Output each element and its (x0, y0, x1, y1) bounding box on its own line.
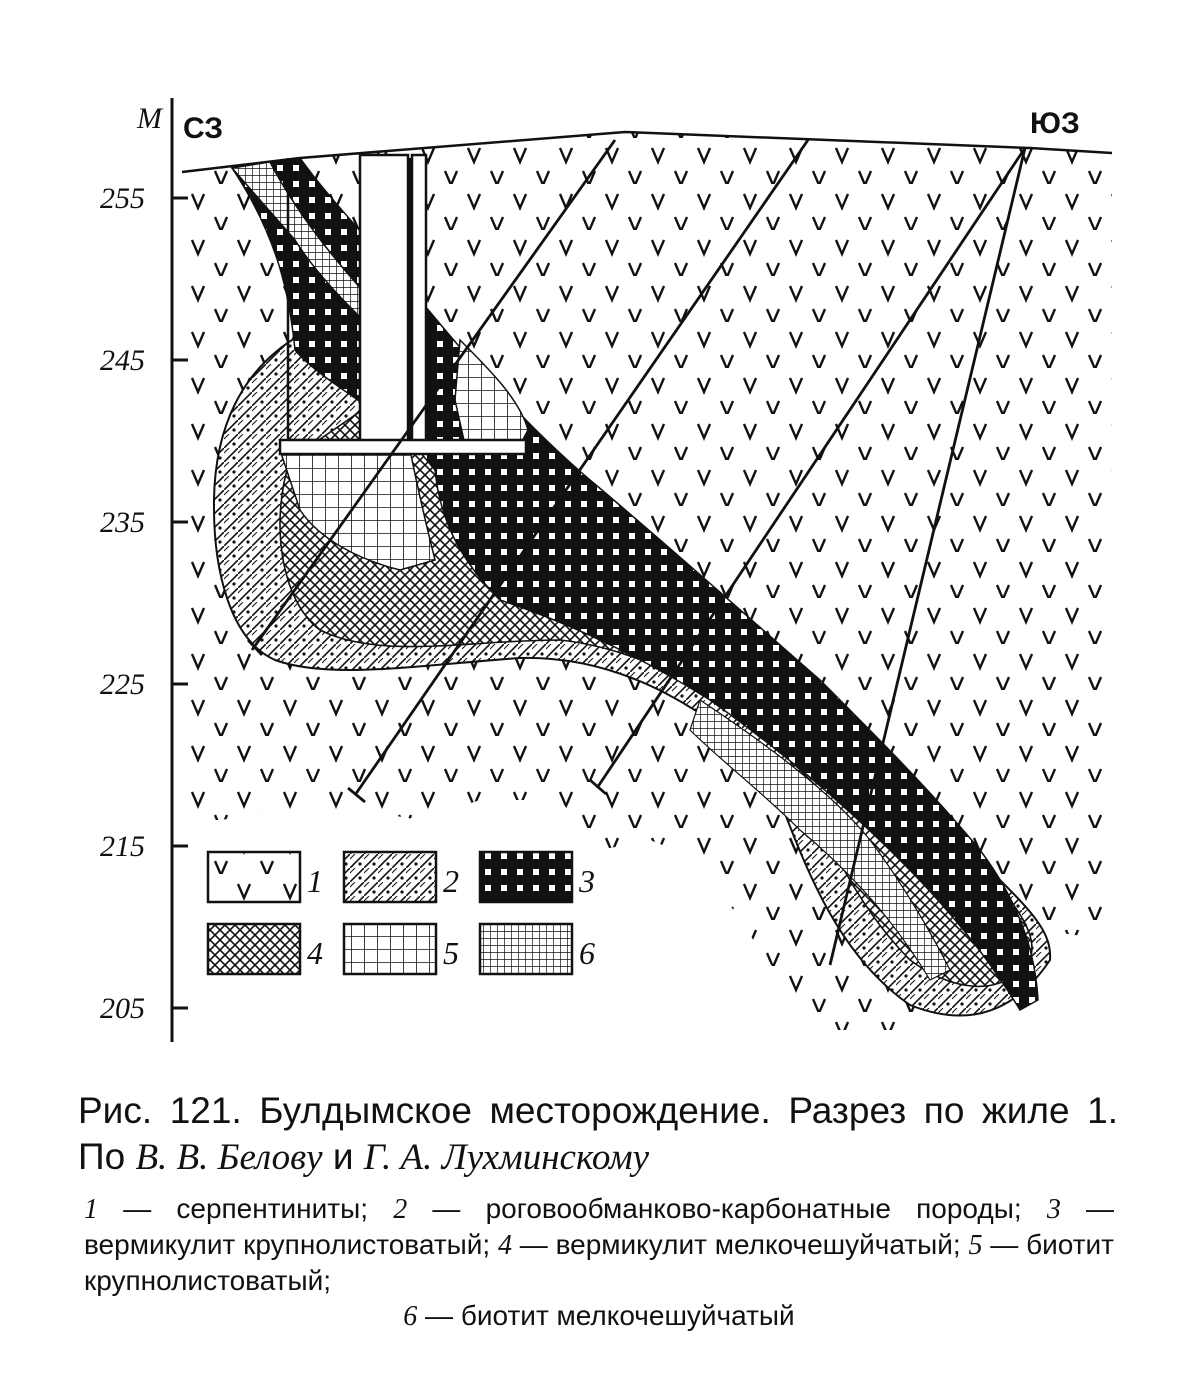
caption-title (78, 1088, 1118, 1181)
legend-swatch-6 (480, 924, 572, 974)
legend-swatch-2 (344, 852, 436, 902)
legend-number: 1 (307, 863, 323, 899)
caption-conjunction: и (322, 1136, 364, 1177)
caption-item-num: 3 (1046, 1194, 1061, 1225)
legend-number: 3 (579, 863, 595, 899)
axis-tick-label: 235 (100, 506, 145, 539)
axis-tick-label: 205 (100, 992, 145, 1025)
legend-swatch-5 (344, 924, 436, 974)
caption-legend (84, 1191, 1114, 1334)
caption-prefix: Рис. 121. Булдымское месторождение. Разрез по жиле 1. По (78, 1090, 1118, 1177)
caption-item-text: — роговообманково-карбонатные породы; (407, 1193, 1047, 1224)
caption-item-num: 6 (403, 1301, 418, 1332)
legend-swatch-3 (480, 852, 572, 902)
legend (208, 852, 595, 974)
legend-number: 2 (443, 863, 459, 899)
axis-tick-label: 255 (100, 182, 145, 215)
caption-item-text: — вермикулит крупнолистоватый; (84, 1193, 1114, 1260)
caption-author-1: В. В. Белову (135, 1137, 323, 1178)
legend-swatch-4 (208, 924, 300, 974)
caption-item-num: 4 (497, 1230, 512, 1261)
caption-author-2: Г. А. Лухминскому (363, 1137, 649, 1178)
caption-item-num: 5 (968, 1230, 983, 1261)
axis-tick-label: 225 (100, 668, 145, 701)
caption-item-text: — биотит крупнолистоватый; (84, 1229, 1114, 1296)
legend-number: 5 (443, 935, 459, 971)
caption-item-text: — вермикулит мелкочешуйчатый; (511, 1229, 969, 1260)
legend-number: 6 (579, 935, 595, 971)
caption-item-text: — серпентиниты; (98, 1193, 394, 1224)
direction-label-right: ЮЗ (1030, 107, 1080, 140)
legend-swatch-1 (208, 852, 300, 902)
caption-item-num: 1 (84, 1194, 98, 1225)
figure-caption (78, 1088, 1118, 1334)
legend-number: 4 (307, 935, 323, 971)
elevation-axis (100, 98, 188, 1042)
direction-label-left: СЗ (183, 112, 224, 145)
axis-tick-label: 245 (100, 344, 145, 377)
caption-item-text: — биотит мелкочешуйчатый (417, 1300, 795, 1331)
axis-unit-label: М (137, 102, 162, 135)
caption-item-num: 2 (393, 1194, 408, 1225)
axis-tick-label: 215 (100, 830, 145, 863)
